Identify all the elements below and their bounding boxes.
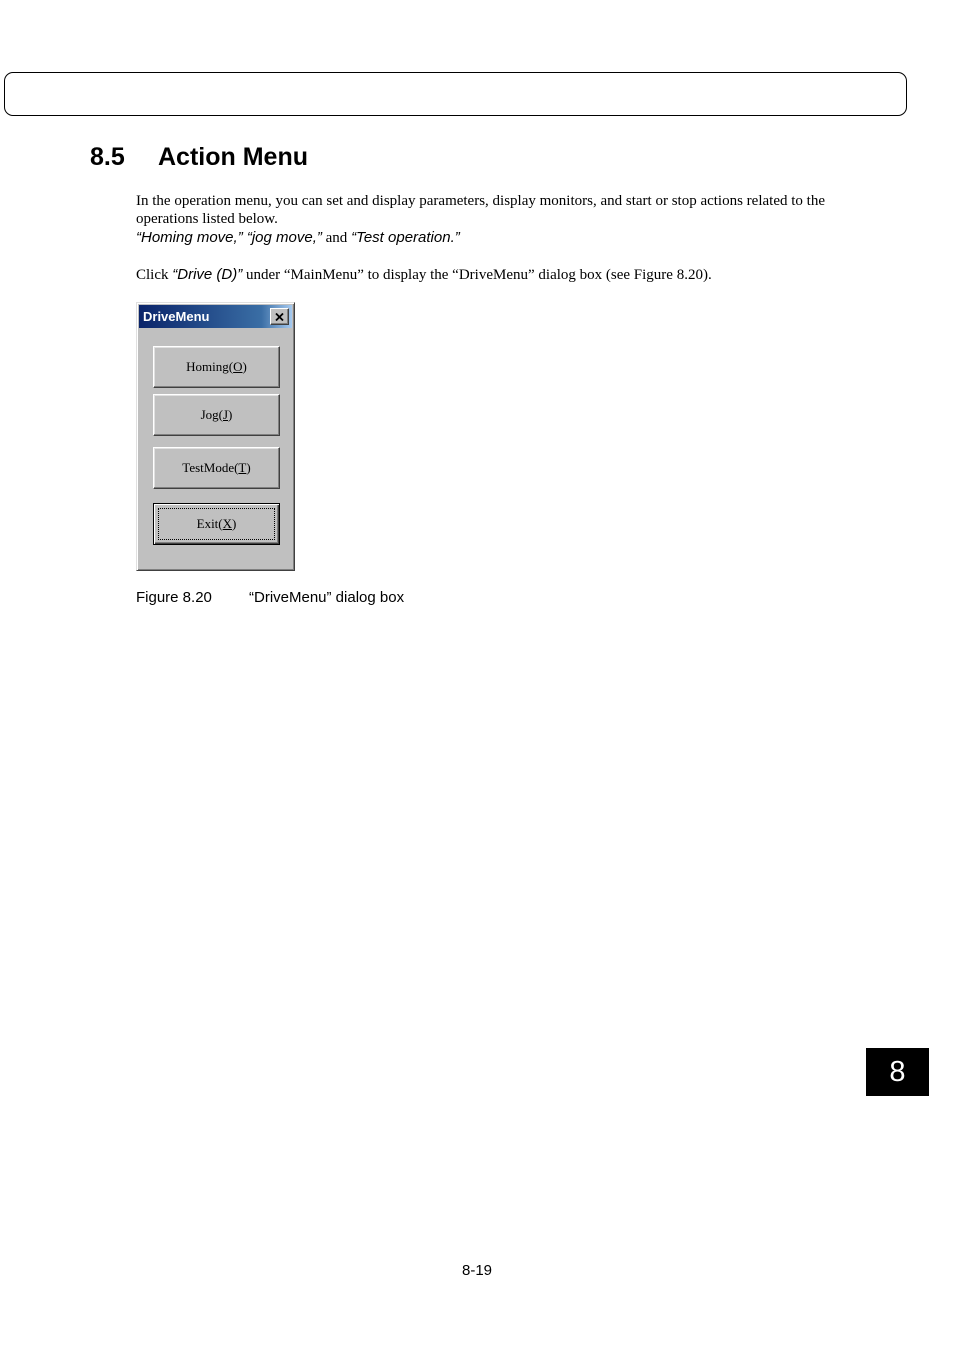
instruction-drive-italic: “Drive (D)” (172, 266, 243, 283)
dialog-titlebar[interactable] (139, 305, 292, 328)
operations-italic-1: “Homing move,” “jog move,” (136, 229, 322, 246)
exit-accelerator: X (222, 516, 233, 531)
section-title-text: Action Menu (158, 143, 308, 171)
header-frame (4, 72, 907, 116)
section-number: 8.5 (90, 143, 125, 171)
jog-button[interactable]: Jog( J ) (153, 394, 280, 436)
intro-paragraph: In the operation menu, you can set and display parameters, display monitors, and start or stop actions related to the operations listed below. (136, 193, 825, 227)
figure-caption-text: “DriveMenu” dialog box (249, 589, 405, 606)
testmode-accelerator: T (238, 460, 247, 475)
focus-rectangle (158, 508, 275, 540)
figure-caption (136, 589, 404, 606)
section-heading (90, 143, 308, 172)
homing-accelerator: O (233, 359, 243, 374)
chapter-tab: 8 (866, 1048, 929, 1096)
instruction-rest: under “MainMenu” to display the “DriveMenu” dialog box (see Figure 8.20). (242, 267, 712, 283)
dialog-title: DriveMenu (143, 309, 210, 324)
operations-list-paragraph (136, 229, 460, 247)
instruction-paragraph (136, 266, 712, 284)
instruction-click: Click (136, 267, 173, 283)
operations-and: and (321, 230, 352, 246)
drivemenu-dialog (136, 302, 295, 571)
exit-button[interactable]: Exit( X ) (153, 503, 280, 545)
figure-number: Figure 8.20 (136, 589, 212, 606)
homing-button[interactable]: Homing( O ) (153, 346, 280, 388)
close-icon (275, 313, 284, 321)
page-number: 8-19 (461, 1262, 493, 1279)
testmode-button[interactable]: TestMode( T ) (153, 447, 280, 489)
operations-italic-2: “Test operation.” (351, 229, 460, 246)
dialog-close-button[interactable] (270, 308, 289, 325)
jog-accelerator: J (222, 407, 229, 422)
